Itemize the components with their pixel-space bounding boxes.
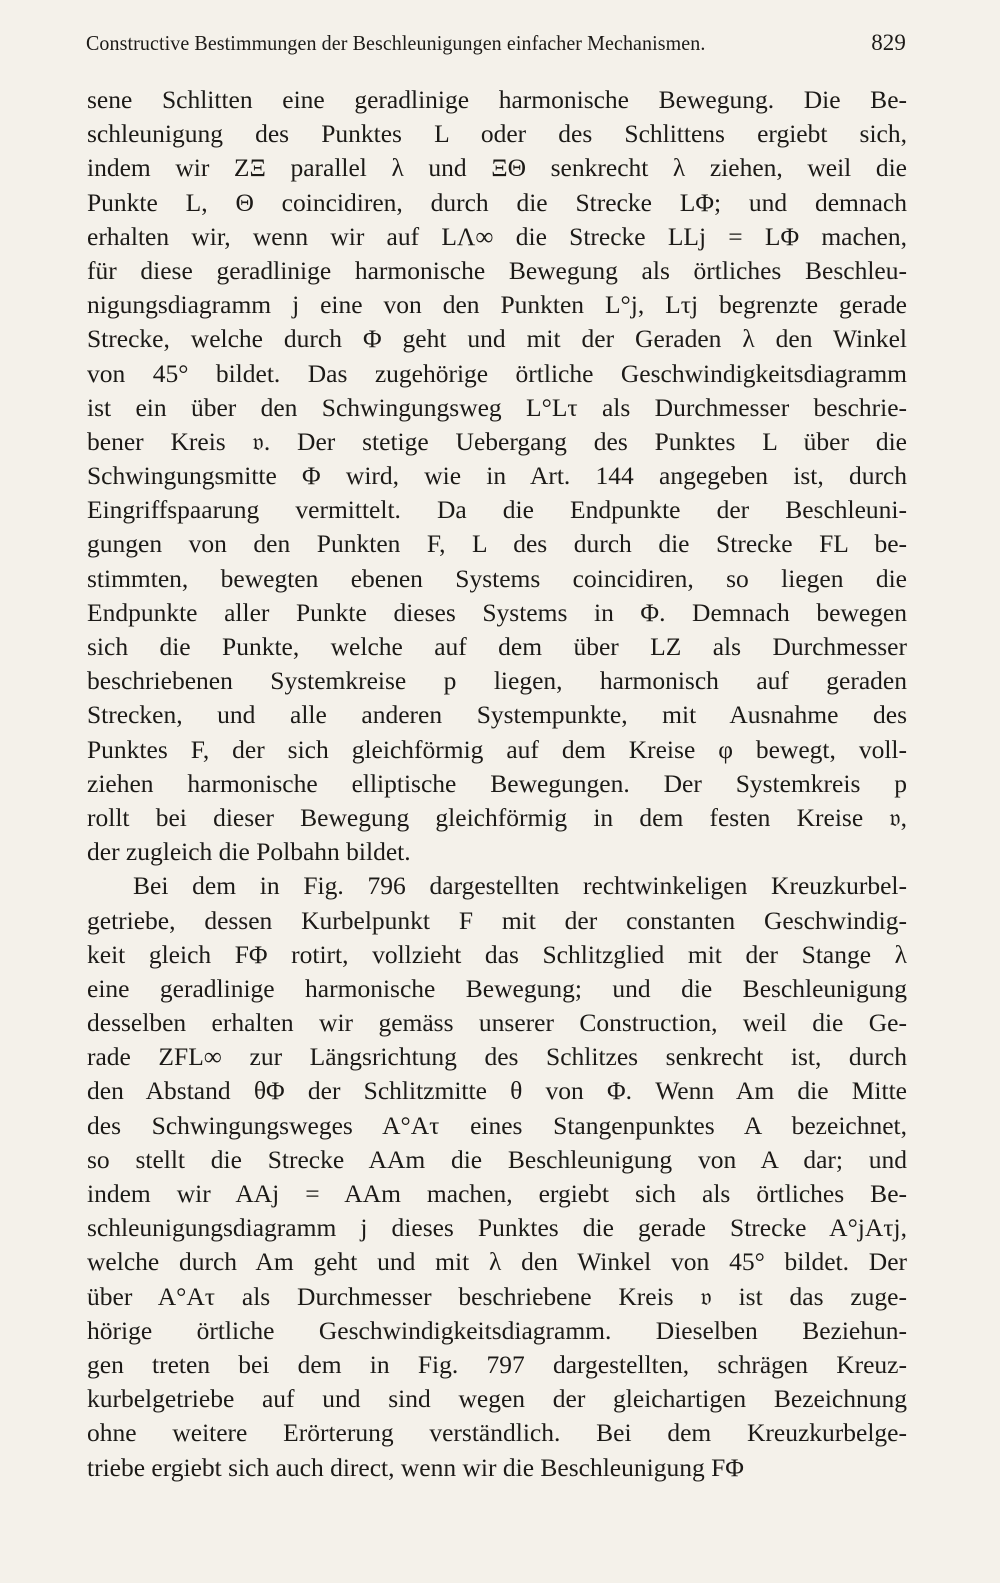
text-line: Strecken, und alle anderen Systempunkte, mit Ausnahme des bbox=[87, 700, 907, 730]
text-line: schleunigungsdiagramm j dieses Punktes die gerade Strecke A°jAτj, bbox=[87, 1213, 907, 1243]
page-number: 829 bbox=[871, 30, 906, 55]
text-line: hörige örtliche Geschwindigkeitsdiagramm. Dieselben Beziehun- bbox=[87, 1315, 907, 1345]
text-line: Punkte L, Θ coincidiren, durch die Strecke LΦ; und demnach bbox=[87, 187, 907, 217]
text-line: nigungsdiagramm j eine von den Punkten L°j, Lτj begrenzte gerade bbox=[87, 290, 907, 320]
text-line: getriebe, dessen Kurbelpunkt F mit der constanten Geschwindig- bbox=[87, 905, 907, 935]
text-line: ist ein über den Schwingungsweg L°Lτ als Durchmesser beschrie- bbox=[87, 392, 907, 422]
text-line: keit gleich FΦ rotirt, vollzieht das Schlitzglied mit der Stange λ bbox=[87, 939, 907, 969]
text-line: triebe ergiebt sich auch direct, wenn wir die Beschleunigung FΦ bbox=[87, 1452, 744, 1482]
text-line: über A°Aτ als Durchmesser beschriebene Kreis 𝔳 ist das zuge- bbox=[87, 1281, 907, 1311]
text-line: desselben erhalten wir gemäss unserer Construction, weil die Ge- bbox=[87, 1008, 907, 1038]
text-line: indem wir AAj = AAm machen, ergiebt sich als örtliches Be- bbox=[87, 1179, 907, 1208]
text-line: indem wir ZΞ parallel λ und ΞΘ senkrecht λ ziehen, weil die bbox=[87, 153, 907, 183]
running-header bbox=[86, 30, 906, 64]
text-line: Eingriffspaarung vermittelt. Da die Endpunkte der Beschleuni- bbox=[87, 495, 907, 525]
text-line: rade ZFL∞ zur Längsrichtung des Schlitzes senkrecht ist, durch bbox=[87, 1042, 907, 1072]
text-line: rollt bei dieser Bewegung gleichförmig in dem festen Kreise 𝔳, bbox=[87, 802, 907, 832]
text-line: gungen von den Punkten F, L des durch die Strecke FL be- bbox=[87, 529, 907, 559]
running-title: Constructive Bestimmungen der Beschleunigungen einfacher Mechanismen. bbox=[86, 31, 706, 55]
text-line: gen treten bei dem in Fig. 797 dargestellten, schrägen Kreuz- bbox=[87, 1349, 907, 1379]
text-line: für diese geradlinige harmonische Bewegung als örtliches Beschleu- bbox=[87, 255, 907, 285]
text-line: bener Kreis 𝔳. Der stetige Uebergang des Punktes L über die bbox=[87, 426, 907, 456]
text-line: der zugleich die Polbahn bildet. bbox=[87, 837, 411, 867]
body-text bbox=[87, 83, 907, 1485]
text-line: so stellt die Strecke AAm die Beschleunigung von A dar; und bbox=[87, 1144, 907, 1174]
text-line: sene Schlitten eine geradlinige harmonische Bewegung. Die Be- bbox=[87, 85, 907, 114]
text-line: erhalten wir, wenn wir auf LΛ∞ die Strecke LLj = LΦ machen, bbox=[87, 221, 907, 251]
text-line: welche durch Am geht und mit λ den Winkel von 45° bildet. Der bbox=[87, 1247, 907, 1277]
text-line: stimmten, bewegten ebenen Systems coincidiren, so liegen die bbox=[87, 563, 907, 593]
text-line: beschriebenen Systemkreise p liegen, harmonisch auf geraden bbox=[87, 666, 907, 696]
text-line: Endpunkte aller Punkte dieses Systems in Φ. Demnach bewegen bbox=[87, 597, 907, 627]
text-line: ohne weitere Erörterung verständlich. Bei dem Kreuzkurbelge- bbox=[87, 1418, 907, 1448]
text-line: Bei dem in Fig. 796 dargestellten rechtwinkeligen Kreuzkurbel- bbox=[133, 871, 907, 901]
text-line: ziehen harmonische elliptische Bewegungen. Der Systemkreis p bbox=[87, 768, 907, 798]
text-line: kurbelgetriebe auf und sind wegen der gleichartigen Bezeichnung bbox=[87, 1384, 907, 1414]
text-line: eine geradlinige harmonische Bewegung; und die Beschleunigung bbox=[87, 973, 907, 1003]
text-line: Punktes F, der sich gleichförmig auf dem Kreise φ bewegt, voll- bbox=[87, 734, 907, 764]
text-line: Strecke, welche durch Φ geht und mit der Geraden λ den Winkel bbox=[87, 324, 907, 354]
text-line: sich die Punkte, welche auf dem über LZ als Durchmesser bbox=[87, 632, 907, 661]
text-line: schleunigung des Punktes L oder des Schlittens ergiebt sich, bbox=[87, 119, 907, 149]
text-line: des Schwingungsweges A°Aτ eines Stangenpunktes A bezeichnet, bbox=[87, 1110, 907, 1140]
text-line: Schwingungsmitte Φ wird, wie in Art. 144 angegeben ist, durch bbox=[87, 461, 907, 491]
text-line: von 45° bildet. Das zugehörige örtliche Geschwindigkeitsdiagramm bbox=[87, 358, 907, 388]
text-line: den Abstand θΦ der Schlitzmitte θ von Φ. Wenn Am die Mitte bbox=[87, 1076, 907, 1106]
